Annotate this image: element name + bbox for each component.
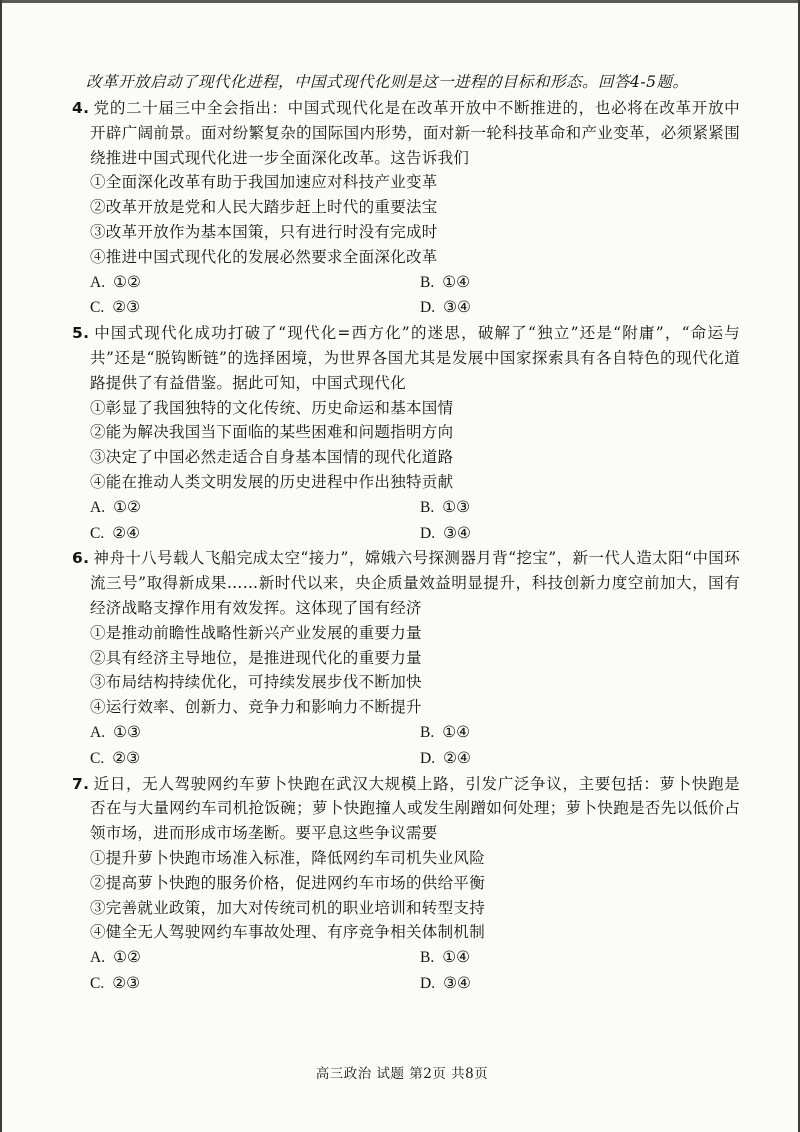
option-a: A. ①②	[90, 497, 141, 516]
question-number: 6.	[72, 549, 90, 568]
option-b: B. ①④	[420, 722, 471, 741]
statement-1: ①彰显了我国独特的文化传统、历史命运和基本国情	[90, 398, 454, 417]
statement-4: ④运行效率、创新力、竞争力和影响力不断提升	[90, 698, 422, 717]
option-d: D. ②④	[420, 748, 471, 767]
question-number: 5.	[72, 324, 90, 343]
question-stem	[72, 546, 740, 620]
option-c: C. ②③	[90, 973, 141, 992]
question-5	[72, 321, 740, 546]
scan-edge	[2, 0, 798, 3]
statement-4: ④能在推动人类文明发展的历史进程中作出独特贡献	[90, 472, 454, 491]
option-b: B. ①③	[420, 497, 471, 516]
statement-2: ②改革开放是党和人民大踏步赶上时代的重要法宝	[90, 198, 438, 217]
statement-3: ③改革开放作为基本国策，只有进行时没有完成时	[90, 222, 438, 241]
statement-4: ④健全无人驾驶网约车事故处理、有序竞争相关体制机制	[90, 923, 486, 942]
option-c: C. ②④	[90, 523, 141, 542]
question-4	[72, 96, 740, 321]
answer-options	[90, 270, 740, 322]
page-content	[72, 70, 740, 997]
question-stem	[72, 96, 740, 170]
statement-4: ④推进中国式现代化的发展必然要求全面深化改革	[90, 247, 438, 266]
statement-2: ②具有经济主导地位，是推进现代化的重要力量	[90, 648, 422, 667]
question-7	[72, 772, 740, 997]
question-number: 4.	[72, 99, 90, 117]
question-text: 中国式现代化成功打破了“现代化=西方化”的迷思，破解了“独立”还是“附庸”，“命运与共”还是“脱钩断链”的选择困境，为世界各国尤其是发展中国家探索具有各自特色的现代化道路提供了有益借鉴。据此可知，中国式现代化	[90, 324, 740, 392]
statement-3: ③决定了中国必然走适合自身基本国情的现代化道路	[90, 448, 454, 467]
option-a: A. ①②	[90, 272, 141, 291]
option-c: C. ②③	[90, 748, 141, 767]
statement-3: ③布局结构持续优化，可持续发展步伐不断加快	[90, 673, 422, 692]
question-text: 神舟十八号载人飞船完成太空“接力”，嫦娥六号探测器月背“挖宝”，新一代人造太阳“中国环流三号”取得新成果……新时代以来，央企质量效益明显提升，科技创新力度空前加大，国有经济战略支撑作用有效发挥。这体现了国有经济	[90, 549, 740, 617]
question-text: 党的二十届三中全会指出：中国式现代化是在改革开放中不断推进的，也必将在改革开放中开辟广阔前景。面对纷繁复杂的国际国内形势，面对新一轮科技革命和产业变革，必须紧紧围绕推进中国式现代化进一步全面深化改革。这告诉我们	[90, 99, 740, 167]
page-footer: 高三政治 试题 第2页 共8页	[315, 1066, 489, 1082]
answer-options	[90, 945, 740, 997]
statement-3: ③完善就业政策，加大对传统司机的职业培训和转型支持	[90, 898, 486, 917]
question-stem	[72, 772, 740, 846]
answer-options	[90, 720, 740, 772]
question-6	[72, 546, 740, 771]
statement-1: ①全面深化改革有助于我国加速应对科技产业变革	[90, 173, 438, 192]
option-b: B. ①④	[420, 272, 471, 291]
question-stem	[72, 321, 740, 395]
option-d: D. ③④	[420, 298, 471, 317]
answer-options	[90, 495, 740, 547]
option-b: B. ①④	[420, 948, 471, 967]
statement-1: ①提升萝卜快跑市场准入标准，降低网约车司机失业风险	[90, 848, 486, 867]
statement-2: ②提高萝卜快跑的服务价格，促进网约车市场的供给平衡	[90, 873, 486, 892]
option-c: C. ②③	[90, 298, 141, 317]
intro-text: 改革开放启动了现代化进程，中国式现代化则是这一进程的目标和形态。回答4-5题。	[86, 73, 689, 91]
option-a: A. ①③	[90, 722, 141, 741]
option-d: D. ③④	[420, 973, 471, 992]
statement-2: ②能为解决我国当下面临的某些困难和问题指明方向	[90, 423, 454, 442]
statement-1: ①是推动前瞻性战略性新兴产业发展的重要力量	[90, 623, 422, 642]
option-a: A. ①②	[90, 948, 141, 967]
question-number: 7.	[72, 774, 90, 793]
question-text: 近日，无人驾驶网约车萝卜快跑在武汉大规模上路，引发广泛争议，主要包括：萝卜快跑是否在与大量网约车司机抢饭碗；萝卜快跑撞人或发生剐蹭如何处理；萝卜快跑是否先以低价占领市场，进而形成市场垄断。要平息这些争议需要	[90, 774, 740, 843]
option-d: D. ③④	[420, 523, 471, 542]
